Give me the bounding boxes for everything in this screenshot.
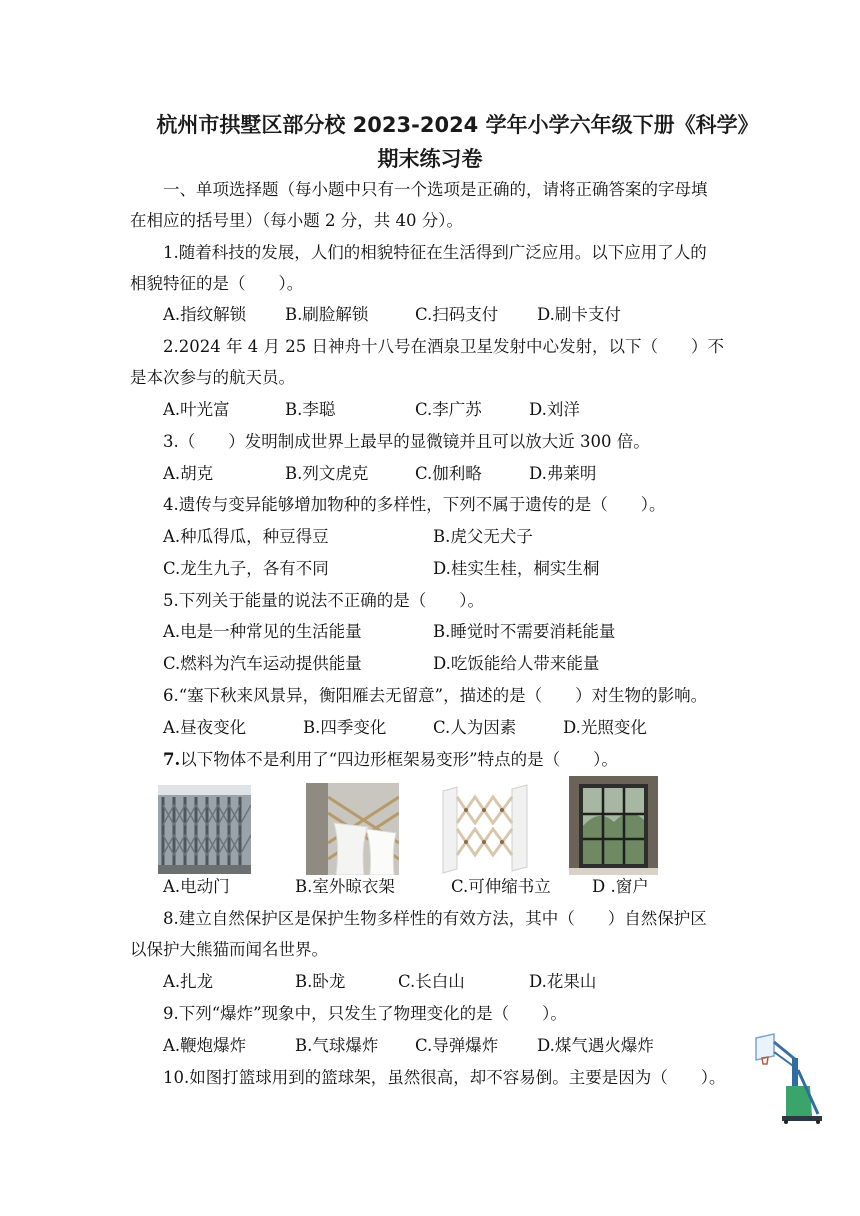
question-6-stem: 6.“塞下秋来风景异，衡阳雁去无留意”，描述的是（ ）对生物的影响。 bbox=[163, 686, 708, 705]
window-image bbox=[569, 776, 658, 875]
question-1-option-a: A.指纹解锁 bbox=[163, 305, 247, 324]
question-9-option-b: B.气球爆炸 bbox=[295, 1036, 379, 1055]
question-7-option-c: C.可伸缩书立 bbox=[451, 877, 551, 896]
basketball-hoop-image bbox=[752, 1030, 830, 1124]
question-8-stem-line1: 8.建立自然保护区是保护生物多样性的有效方法，其中（ ）自然保护区 bbox=[163, 909, 707, 928]
question-7-number: 7. bbox=[163, 750, 181, 769]
question-2-option-c: C.李广苏 bbox=[415, 400, 482, 419]
question-3-option-d: D.弗莱明 bbox=[529, 464, 597, 483]
question-9-option-c: C.导弹爆炸 bbox=[415, 1036, 499, 1055]
question-7-option-b: B.室外晾衣架 bbox=[295, 877, 395, 896]
section-heading-line1: 一、单项选择题（每小题中只有一个选项是正确的，请将正确答案的字母填 bbox=[163, 180, 708, 199]
question-3-stem: 3.（ ）发明制成世界上最早的显微镜并且可以放大近 300 倍。 bbox=[163, 432, 650, 451]
question-7-option-d: D .窗户 bbox=[592, 877, 649, 896]
question-3-option-c: C.伽利略 bbox=[415, 464, 482, 483]
question-5-stem: 5.下列关于能量的说法不正确的是（ ）。 bbox=[163, 591, 484, 610]
question-1-option-d: D.刷卡支付 bbox=[537, 305, 621, 324]
question-6-option-c: C.人为因素 bbox=[433, 718, 517, 737]
question-8-option-c: C.长白山 bbox=[398, 972, 465, 991]
section-heading-line2: 在相应的括号里）（每小题 2 分，共 40 分）。 bbox=[130, 211, 463, 230]
question-8-option-b: B.卧龙 bbox=[295, 972, 346, 991]
question-6-option-d: D.光照变化 bbox=[563, 718, 647, 737]
question-2-option-d: D.刘洋 bbox=[529, 400, 580, 419]
question-2-stem-line1: 2.2024 年 4 月 25 日神舟十八号在酒泉卫星发射中心发射，以下（ ）不 bbox=[163, 337, 724, 356]
question-1-stem-line2: 相貌特征的是（ ）。 bbox=[130, 274, 304, 293]
question-4-option-b: B.虎父无犬子 bbox=[433, 527, 533, 546]
question-8-option-d: D.花果山 bbox=[529, 972, 597, 991]
electric-gate-image bbox=[158, 785, 251, 874]
question-4-stem: 4.遗传与变异能够增加物种的多样性，下列不属于遗传的是（ ）。 bbox=[163, 495, 666, 514]
bookend-image bbox=[437, 783, 532, 875]
question-2-option-b: B.李聪 bbox=[285, 400, 336, 419]
question-5-option-b: B.睡觉时不需要消耗能量 bbox=[433, 622, 616, 641]
question-5-option-c: C.燃料为汽车运动提供能量 bbox=[163, 654, 362, 673]
question-7-stem bbox=[163, 750, 618, 770]
question-5-option-d: D.吃饭能给人带来能量 bbox=[433, 654, 600, 673]
question-5-option-a: A.电是一种常见的生活能量 bbox=[163, 622, 362, 641]
question-8-stem-line2: 以保护大熊猫而闻名世界。 bbox=[130, 940, 328, 959]
question-8-option-a: A.扎龙 bbox=[163, 972, 214, 991]
question-7-stem-text: 以下物体不是利用了“四边形框架易变形”特点的是（ ）。 bbox=[180, 750, 618, 769]
drying-rack-image bbox=[306, 783, 399, 875]
question-1-option-c: C.扫码支付 bbox=[415, 305, 499, 324]
question-9-stem: 9.下列“爆炸”现象中，只发生了物理变化的是（ ）。 bbox=[163, 1004, 567, 1023]
question-7-option-a: A.电动门 bbox=[163, 877, 230, 896]
question-1-option-b: B.刷脸解锁 bbox=[285, 305, 369, 324]
question-4-option-c: C.龙生九子，各有不同 bbox=[163, 559, 329, 578]
question-9-option-d: D.煤气遇火爆炸 bbox=[537, 1036, 654, 1055]
question-4-option-d: D.桂实生桂，桐实生桐 bbox=[433, 559, 600, 578]
exam-title-line2: 期末练习卷 bbox=[377, 147, 483, 171]
question-3-option-a: A.胡克 bbox=[163, 464, 214, 483]
question-9-option-a: A.鞭炮爆炸 bbox=[163, 1036, 247, 1055]
question-4-option-a: A.种瓜得瓜，种豆得豆 bbox=[163, 527, 329, 546]
question-6-option-a: A.昼夜变化 bbox=[163, 718, 247, 737]
question-2-option-a: A.叶光富 bbox=[163, 400, 230, 419]
question-2-stem-line2: 是本次参与的航天员。 bbox=[130, 368, 295, 387]
question-3-option-b: B.列文虎克 bbox=[285, 464, 369, 483]
question-1-stem-line1: 1.随着科技的发展，人们的相貌特征在生活得到广泛应用。以下应用了人的 bbox=[163, 243, 707, 262]
question-6-option-b: B.四季变化 bbox=[303, 718, 387, 737]
question-10-stem: 10.如图打篮球用到的篮球架，虽然很高，却不容易倒。主要是因为（ ）。 bbox=[163, 1068, 726, 1087]
exam-title-line1: 杭州市拱墅区部分校 2023-2024 学年小学六年级下册《科学》 bbox=[156, 113, 759, 137]
